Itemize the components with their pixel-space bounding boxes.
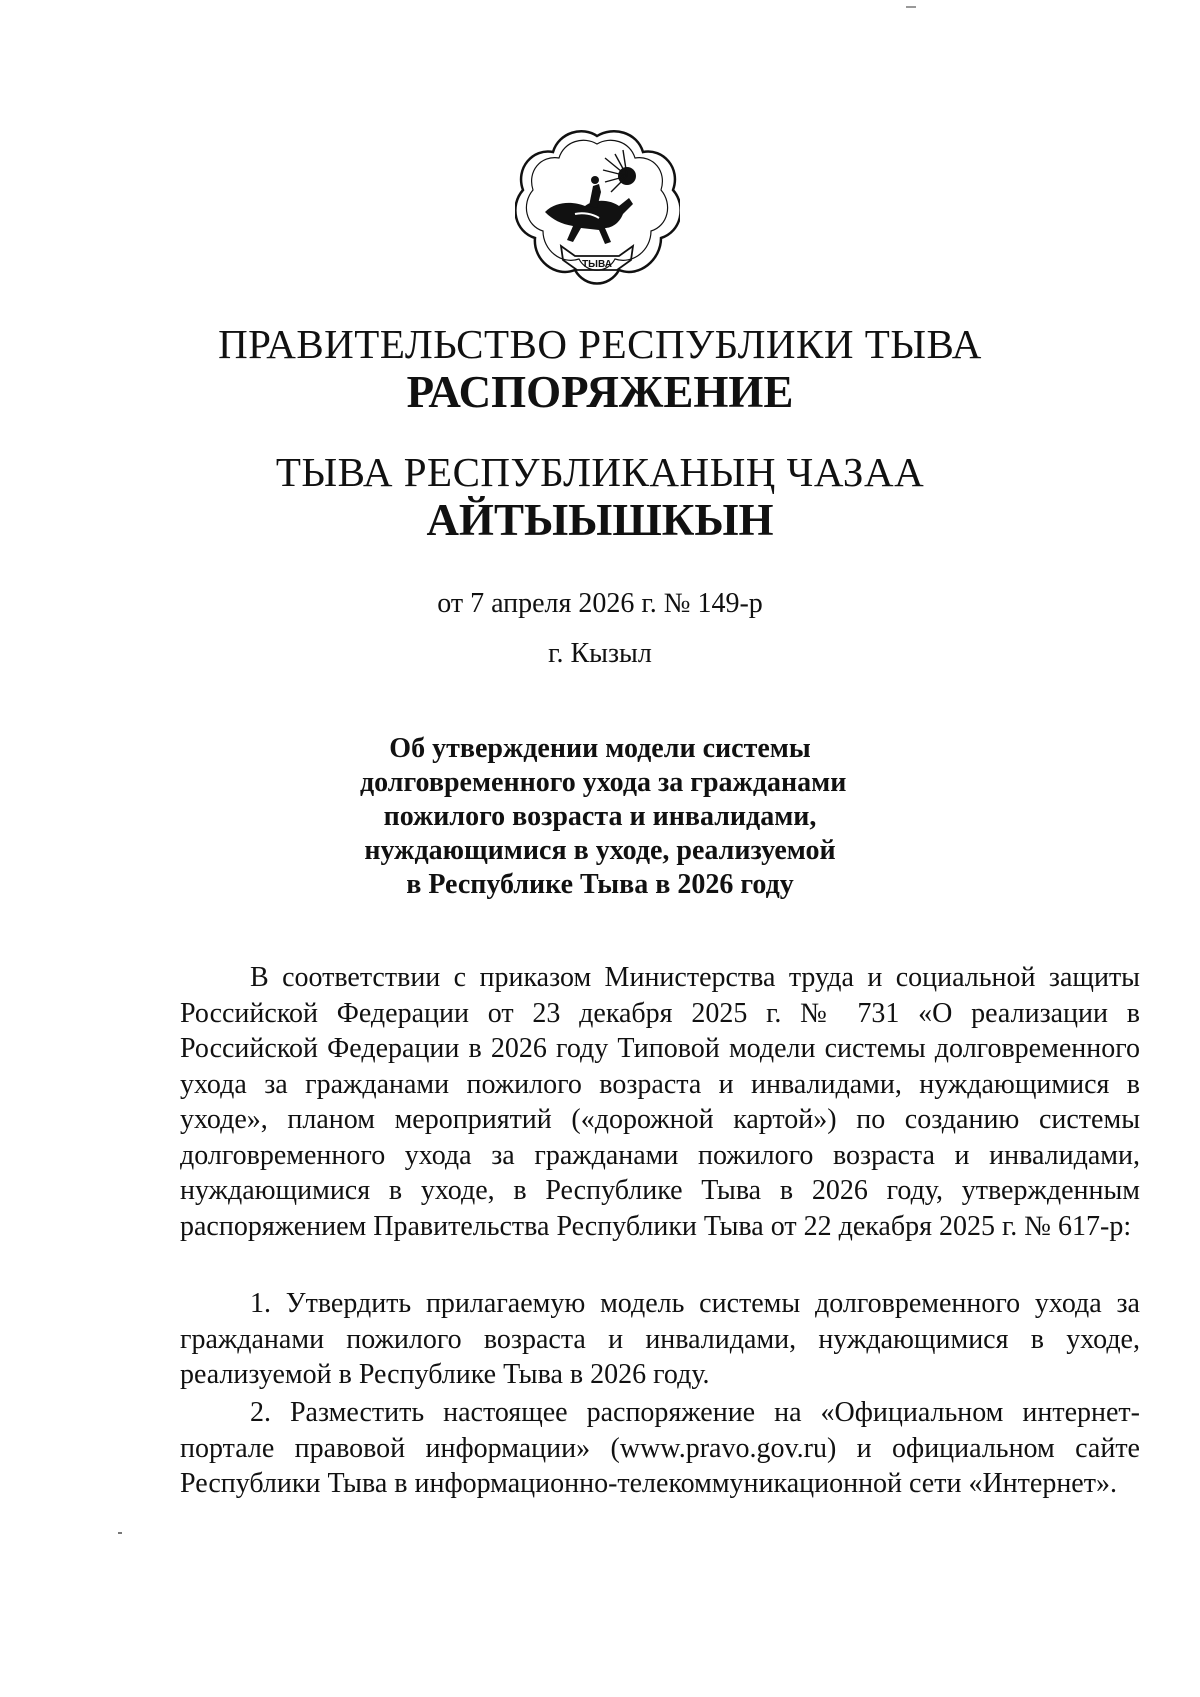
title-line: пожилого возраста и инвалидами,	[383, 801, 817, 832]
title-line: нуждающимися в уходе, реализуемой	[364, 835, 836, 866]
government-name-ru: ПРАВИТЕЛЬСТВО РЕСПУБЛИКИ ТЫВА	[218, 321, 982, 367]
tuva-coat-of-arms-icon	[515, 128, 680, 290]
document-type-tv: АЙТЫЫШКЫН	[426, 495, 774, 545]
item-1-paragraph	[180, 1286, 1140, 1393]
item-2-paragraph	[180, 1395, 1140, 1502]
item-1-text: 1. Утвердить прилагаемую модель системы долговременного ухода за гражданами пожилого возраста и инвалидами, нуждающимися в уходе, реализуемой в Республике Тыва в 2026 году.	[180, 1288, 1140, 1390]
preamble-paragraph	[180, 960, 1140, 1244]
scan-speck	[118, 1532, 122, 1534]
title-line: в Республике Тыва в 2026 году	[406, 869, 794, 900]
document-city: г. Кызыл	[548, 638, 652, 669]
title-line: долговременного ухода за гражданами	[360, 767, 847, 798]
document-date-number: от 7 апреля 2026 г. № 149-р	[437, 588, 763, 619]
item-2-text: 2. Разместить настоящее распоряжение на «Официальном интернет-портале правовой информации» (www.pravo.gov.ru) и официальном сайте Республики Тыва в информационно-телекоммуникационной сети «Интернет».	[180, 1397, 1140, 1499]
document-title	[360, 732, 847, 902]
emblem-ribbon-text: ТЫВА	[582, 259, 612, 270]
document-type-ru: РАСПОРЯЖЕНИЕ	[406, 367, 794, 417]
preamble-text: В соответствии с приказом Министерства труда и социальной защиты Российской Федерации от 23 декабря 2025 г. № 731 «О реализации в Российской Федерации в 2026 году Типовой модели системы долговременного ухода за гражданами пожилого возраста и инвалидами, нуждающимися в уходе», планом мероприятий («дорожной картой») по созданию системы долговременного ухода за гражданами пожилого возраста и инвалидами, нуждающимися в уходе, в Республике Тыва в 2026 году, утвержденным распоряжением Правительства Республики Тыва от 22 декабря 2025 г. № 617-р:	[180, 962, 1140, 1242]
title-line: Об утверждении модели системы	[389, 733, 811, 764]
scan-speck	[906, 6, 916, 8]
government-name-tv: ТЫВА РЕСПУБЛИКАНЫҢ ЧАЗАА	[275, 449, 925, 495]
